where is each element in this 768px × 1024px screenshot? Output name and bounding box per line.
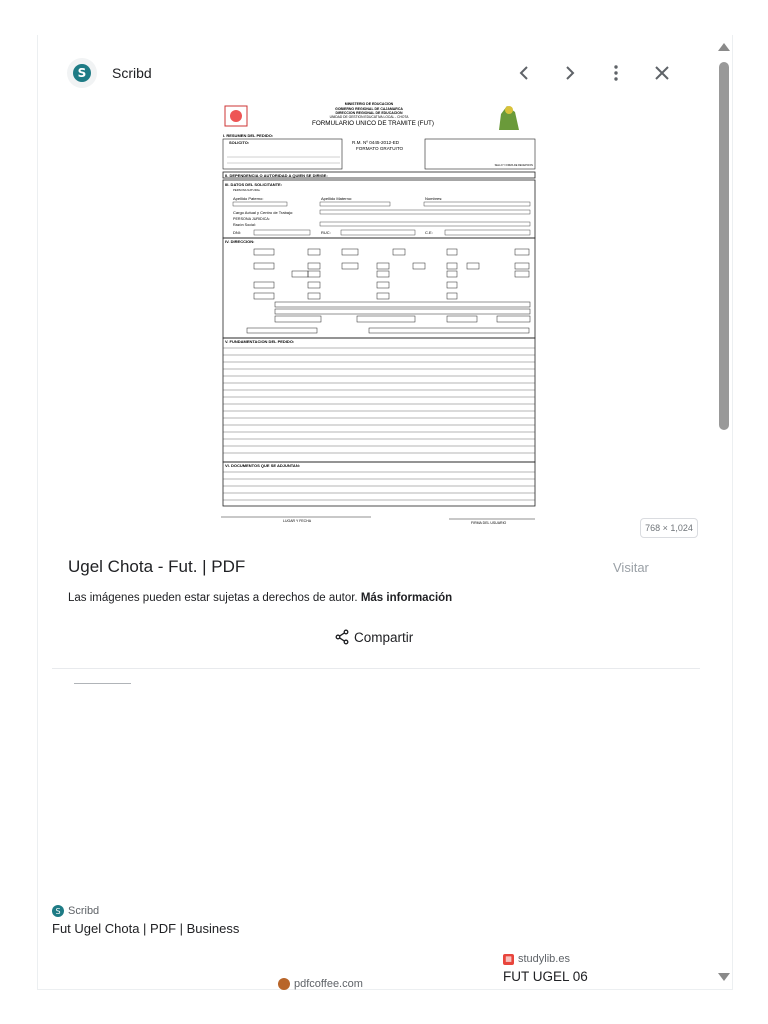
result-title[interactable]: Ugel Chota - Fut. | PDF xyxy=(68,557,246,576)
doc-apellido-materno: Apellido Materno: xyxy=(321,196,353,201)
doc-header-line: MINISTERIO DE EDUCACION xyxy=(344,102,394,106)
source-name[interactable]: Scribd xyxy=(112,65,152,81)
pdfcoffee-logo-icon xyxy=(278,978,290,990)
related-source-name: studylib.es xyxy=(518,953,570,965)
related-source-scribd xyxy=(52,905,99,917)
doc-footer-right: FIRMA DEL USUARIO xyxy=(471,521,507,525)
doc-footer-left: LUGAR Y FECHA xyxy=(283,519,312,523)
viewer-toolbar xyxy=(509,58,693,88)
more-vert-icon[interactable] xyxy=(601,58,631,88)
share-icon xyxy=(334,629,350,645)
related-source-pdfcoffee[interactable] xyxy=(278,978,363,990)
coat-of-arms-icon xyxy=(225,106,247,126)
source-header[interactable] xyxy=(67,58,152,88)
doc-header-line: DIRECCION REGIONAL DE EDUCACION xyxy=(335,111,403,115)
visit-button[interactable]: Visitar xyxy=(613,560,649,575)
scribd-logo-icon: S xyxy=(52,905,64,917)
doc-section-4: IV. DIRECCION: xyxy=(225,239,255,244)
share-button[interactable] xyxy=(334,627,413,647)
chevron-right-icon[interactable] xyxy=(555,58,585,88)
preview-image[interactable] xyxy=(197,100,541,532)
doc-documentos-lines xyxy=(223,472,535,500)
doc-razon-social: Razón Social: xyxy=(233,223,256,227)
scroll-up-arrow-icon[interactable] xyxy=(718,43,730,51)
doc-sello: SELLO Y FIRMA DE RECEPCION xyxy=(494,164,533,167)
more-info-link[interactable]: Más información xyxy=(360,592,453,604)
copyright-notice xyxy=(68,592,452,604)
placeholder-line xyxy=(74,683,131,684)
doc-nombres: Nombres: xyxy=(425,196,443,201)
image-dimensions-badge: 768 × 1,024 xyxy=(640,518,698,538)
scrollbar-thumb[interactable] xyxy=(719,62,729,430)
doc-formato: FORMATO GRATUITO xyxy=(356,146,404,151)
related-source-name: Scribd xyxy=(68,905,100,917)
doc-section-5: V. FUNDAMENTACION DEL PEDIDO: xyxy=(225,339,295,344)
related-result-title[interactable]: FUT UGEL 06 xyxy=(503,969,588,984)
studylib-logo-icon: ▦ xyxy=(503,954,514,965)
related-source-name: pdfcoffee.com xyxy=(294,978,363,990)
doc-rm: R.M. Nº 0445-2012-ED xyxy=(352,140,400,145)
doc-section-3: III. DATOS DEL SOLICITANTE: xyxy=(225,182,283,187)
doc-address-boxes xyxy=(247,249,530,333)
doc-fundamentacion-lines xyxy=(223,348,535,453)
doc-header-line: GOBIERNO REGIONAL DE CAJAMARCA xyxy=(335,107,403,111)
doc-ruc: RUC: xyxy=(321,230,331,235)
doc-ce: C.E: xyxy=(425,230,433,235)
doc-section-2: II. DEPENDENCIA O AUTORIDAD A QUIEN SE DIRIGE: xyxy=(225,173,328,178)
doc-section-1: I. RESUMEN DEL PEDIDO: xyxy=(223,133,274,138)
section-divider xyxy=(52,668,700,669)
doc-form-title: FORMULARIO UNICO DE TRAMITE (FUT) xyxy=(312,120,434,127)
scroll-down-arrow-icon[interactable] xyxy=(718,973,730,981)
related-source-studylib xyxy=(503,953,570,965)
related-result-title[interactable]: Fut Ugel Chota | PDF | Business xyxy=(52,921,240,936)
chevron-left-icon[interactable] xyxy=(509,58,539,88)
doc-dni: DNI: xyxy=(233,230,241,235)
doc-persona-natural: PERSONA NATURAL xyxy=(233,188,261,192)
share-label: Compartir xyxy=(354,629,414,645)
doc-cargo: Cargo Actual y Centro de Trabajo: xyxy=(233,210,294,215)
close-icon[interactable] xyxy=(647,58,677,88)
doc-apellido-paterno: Apellido Paterno: xyxy=(233,196,264,201)
doc-section-6: VI. DOCUMENTOS QUE SE ADJUNTAN: xyxy=(225,463,301,468)
doc-solicito: SOLICITO: xyxy=(229,140,250,145)
scribd-logo-icon: S xyxy=(67,58,97,88)
copyright-text: Las imágenes pueden estar sujetas a derechos de autor. xyxy=(68,592,358,604)
doc-persona-juridica: PERSONA JURIDICA: xyxy=(233,217,270,221)
region-logo-icon xyxy=(499,106,519,130)
doc-header-line: UNIDAD DE GESTION EDUCATIVA LOCAL - CHOTA xyxy=(329,115,409,119)
